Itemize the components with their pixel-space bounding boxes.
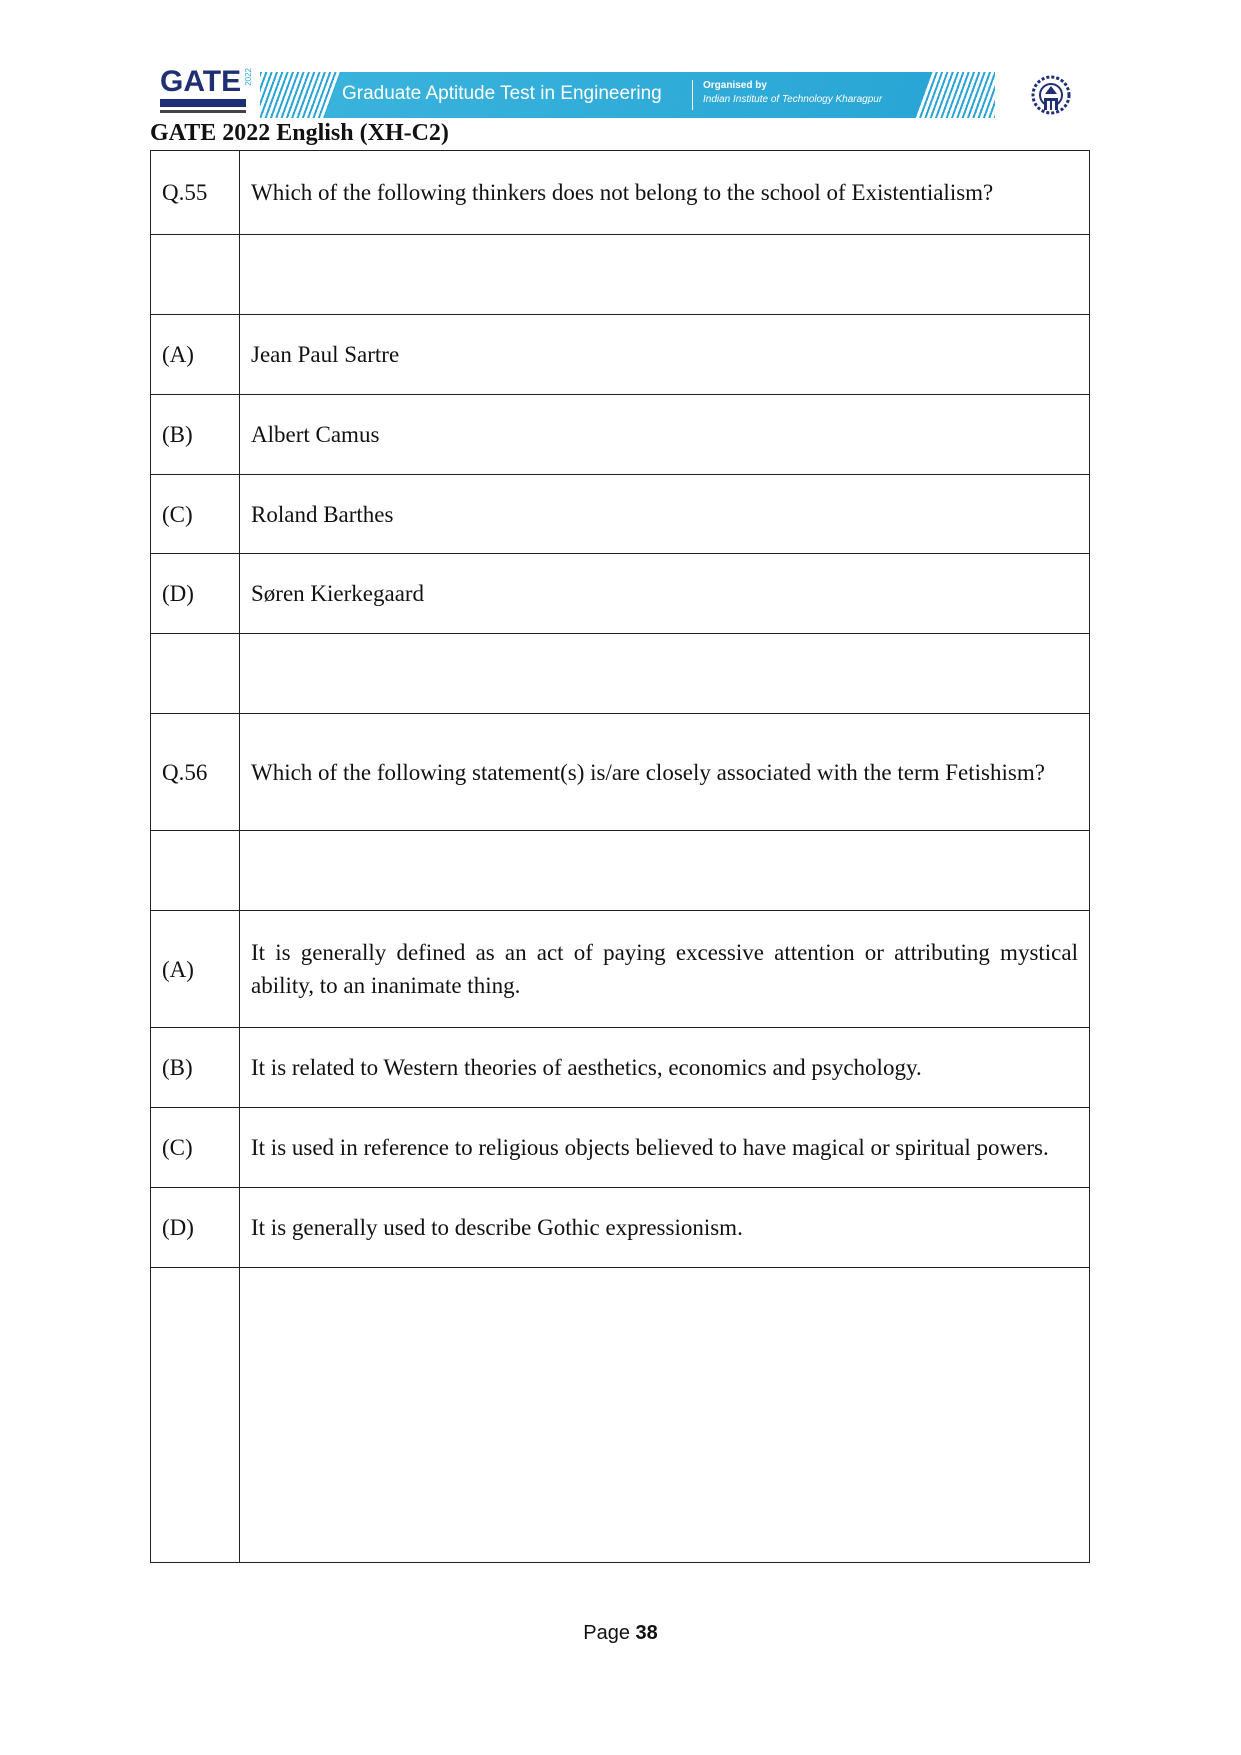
option-text: Jean Paul Sartre: [240, 315, 1090, 395]
option-row: [151, 315, 1090, 395]
gate-logo-tagline-bar: [160, 99, 246, 107]
option-row: [151, 1028, 1090, 1108]
page-header: [150, 66, 1080, 122]
question-row: [151, 151, 1090, 235]
page-number-value: 38: [635, 1622, 658, 1644]
option-row: [151, 1108, 1090, 1188]
spacer-row: [151, 235, 1090, 315]
option-text: Albert Camus: [240, 395, 1090, 475]
spacer-row: [151, 1268, 1090, 1563]
page-label: Page: [583, 1622, 630, 1644]
gate-logo-hindi-bar: [160, 110, 246, 113]
option-row: [151, 1188, 1090, 1268]
header-banner: [260, 72, 995, 118]
option-row: [151, 554, 1090, 634]
question-row: [151, 714, 1090, 831]
option-text: It is generally defined as an act of paying excessive attention or attributing mystical ability, to an inanimate thing.: [240, 911, 1090, 1028]
organiser-name: Indian Institute of Technology Kharagpur: [703, 94, 883, 105]
option-label: (C): [151, 1108, 240, 1188]
banner-title: Graduate Aptitude Test in Engineering: [342, 83, 662, 104]
option-label: (D): [151, 1188, 240, 1268]
question-text: Which of the following thinkers does not belong to the school of Existentialism?: [240, 151, 1090, 235]
question-table: [150, 150, 1090, 1563]
organised-by-label: Organised by: [703, 80, 767, 91]
option-row: [151, 395, 1090, 475]
option-text: It is generally used to describe Gothic expressionism.: [240, 1188, 1090, 1268]
option-label: (D): [151, 554, 240, 634]
gate-logo-year: 2022: [244, 68, 253, 86]
spacer-row: [151, 831, 1090, 911]
option-label: (A): [151, 911, 240, 1028]
iit-kharagpur-emblem-icon: [1030, 74, 1072, 116]
option-text: It is related to Western theories of aesthetics, economics and psychology.: [240, 1028, 1090, 1108]
option-label: (B): [151, 1028, 240, 1108]
option-text: Søren Kierkegaard: [240, 554, 1090, 634]
gate-logo-text: GATE: [160, 65, 242, 98]
page-number: [0, 1622, 1241, 1645]
option-text: Roland Barthes: [240, 475, 1090, 554]
option-label: (B): [151, 395, 240, 475]
question-number: Q.56: [151, 714, 240, 831]
option-text: It is used in reference to religious objects believed to have magical or spiritual powers.: [240, 1108, 1090, 1188]
banner-separator: [692, 80, 693, 110]
spacer-row: [151, 634, 1090, 714]
gate-logo: [160, 65, 253, 122]
document-title: GATE 2022 English (XH-C2): [150, 120, 449, 146]
question-text: Which of the following statement(s) is/are closely associated with the term Fetishism?: [240, 714, 1090, 831]
option-label: (C): [151, 475, 240, 554]
question-number: Q.55: [151, 151, 240, 235]
option-row: [151, 475, 1090, 554]
option-row: [151, 911, 1090, 1028]
option-label: (A): [151, 315, 240, 395]
